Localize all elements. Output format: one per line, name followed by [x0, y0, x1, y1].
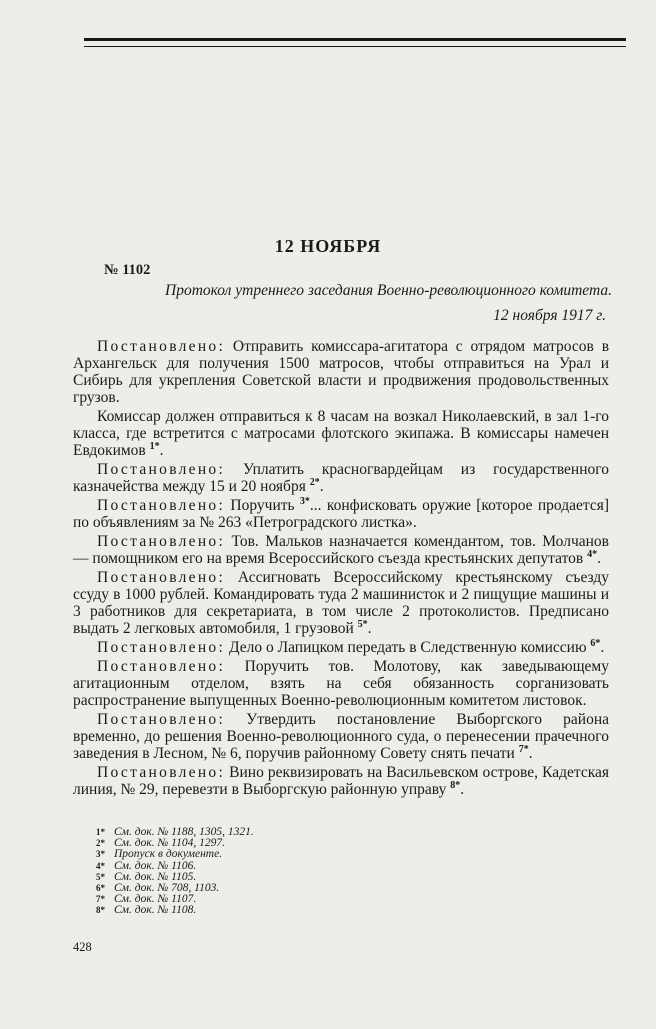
- footnote-ref: 5*: [357, 618, 368, 630]
- footnote: 4* См. док. № 1106.: [96, 859, 197, 872]
- resolution-2: Постановлено: Уплатить красногвардейцам из государственного казначейства между 15 и 20 ноября $^{2*}$.: [73, 461, 609, 495]
- footnote-ref: 6*: [590, 637, 601, 649]
- footnote-ref: 1*: [149, 440, 160, 452]
- resolution-6: Постановлено: Дело о Лапицком передать в Следственную комиссию $^{6*}$.: [97, 637, 605, 656]
- resolution-4: Постановлено: Тов. Мальков назначается комендантом, тов. Молчанов — помощником его на время Всероссийского съезда крестьянских депутатов $^{4*}$.: [73, 533, 609, 567]
- document-number: № 1102: [104, 262, 151, 278]
- page-number: 428: [73, 940, 92, 954]
- resolution-5: Постановлено: Ассигновать Всероссийскому крестьянскому съезду ссуду в 1000 рублей. Командировать туда 2 машинисток и 2 пищущие машины и 3 работников для секретариата, в том числе 2 протоколистов. Предписано выдать 2 легковых автомобиля, 1 грузовой $^{5*}$.: [73, 569, 609, 637]
- paragraph-commissar: Комиссар должен отправиться к 8 часам на возкал Николаевский, в зал 1-го класса, где встретится с матросами флотского экипажа. В комиссары намечен Евдокимов $^{1*}$.: [73, 408, 609, 459]
- footnote-ref: 2*: [309, 476, 320, 488]
- resolved-label: Постановлено:: [97, 533, 226, 550]
- resolved-label: Постановлено:: [97, 711, 226, 728]
- footnote-ref: 7*: [518, 743, 529, 755]
- resolved-label: Постановлено:: [97, 658, 226, 675]
- footnote: 1* См. док. № 1188, 1305, 1321.: [96, 826, 254, 838]
- resolution-3: Постановлено: Поручить $^{3*}$... конфисковать оружие [которое продается] по объявлениям за № 263 «Петроградского листка».: [73, 495, 609, 531]
- footnote: 3* Пропуск в документе.: [96, 848, 223, 861]
- footnote-ref: 3*: [299, 495, 310, 507]
- resolved-label: Постановлено:: [97, 639, 226, 656]
- day-heading: 12 НОЯБРЯ: [274, 236, 382, 256]
- footnotes: [96, 827, 254, 917]
- footnote: 7* См. док. № 1107.: [96, 893, 197, 906]
- footnote: 6* См. док. № 708, 1103.: [96, 882, 220, 895]
- header-rule-thin: [84, 46, 626, 47]
- header-rule-thick: [84, 38, 626, 41]
- footnote: 5* См. док. № 1105.: [96, 870, 197, 883]
- footnote: 2* См. док. № 1104, 1297.: [96, 837, 225, 850]
- document-body: [73, 338, 609, 800]
- footnote-ref: 8*: [450, 779, 461, 791]
- footnote-ref: 4*: [587, 548, 598, 560]
- resolved-label: Постановлено:: [97, 461, 226, 478]
- footnote: 8* См. док. № 1108.: [96, 904, 197, 917]
- resolved-label: Постановлено:: [97, 569, 226, 586]
- document-title: Протокол утреннего заседания Военно-революционного комитета.: [165, 282, 612, 299]
- resolved-label: Постановлено:: [97, 338, 226, 355]
- resolution-9: Постановлено: Вино реквизировать на Васильевском острове, Кадетская линия, № 29, перевезти в Выборгскую районную управу $^{8*}$.: [73, 764, 609, 798]
- resolution-8: Постановлено: Утвердить постановление Выборгского района временно, до решения Военно-революционного суда, о перенесении прачечного заведения в Лесном, № 6, поручив районному Совету снять печати $^{7*}$.: [73, 711, 610, 762]
- resolution-7: Постановлено: Поручить тов. Молотову, как заведывающему агитационным отделом, взять на себя обязанность сорганизовать распространение выпущенных Военно-революционным комитетом листовок.: [73, 658, 609, 709]
- resolution-1: Постановлено: Отправить комиссара-агитатора с отрядом матросов в Архангельск для получения 1500 матросов, чтобы отправиться на Урал и Сибирь для укрепления Советской власти и продвижения продовольственных грузов.: [73, 338, 610, 406]
- resolved-label: Постановлено:: [97, 764, 226, 781]
- document-date: 12 ноября 1917 г.: [493, 307, 606, 324]
- resolved-label: Постановлено:: [97, 497, 226, 514]
